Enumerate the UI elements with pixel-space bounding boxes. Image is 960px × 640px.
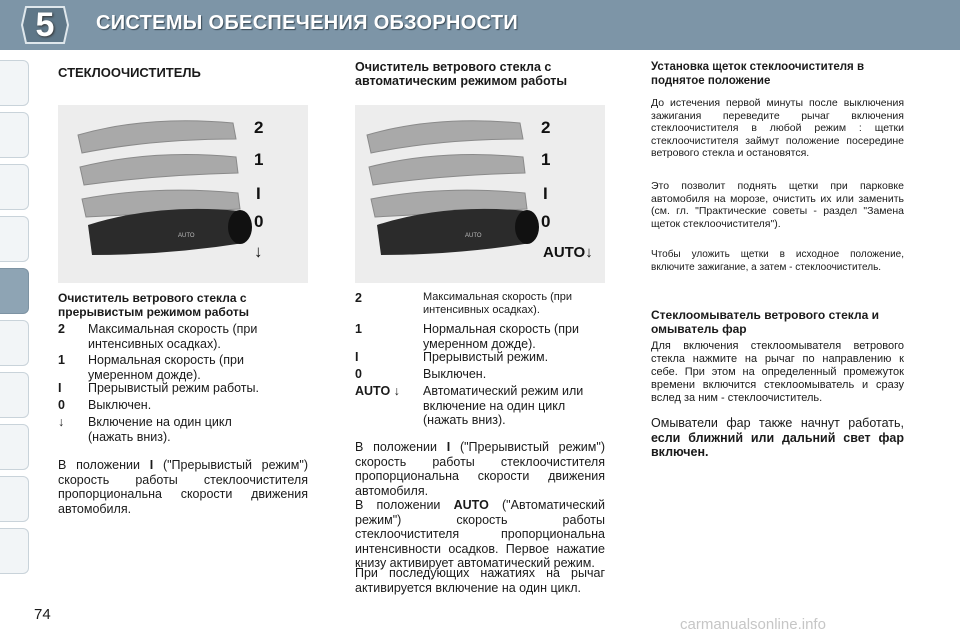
stalk2-label-i: I [543,184,548,203]
auto-wiper-heading: Очиститель ветрового стекла с автоматическим режимом работы [355,60,568,88]
chapter-tab-2[interactable] [0,112,29,158]
watermark: carmanualsonline.info [680,616,826,633]
mode-text: Прерывистый режим работы. [88,381,259,395]
stalk-label-down: ↓ [254,242,263,261]
chapter-tab-4[interactable] [0,216,29,262]
mode-item [58,322,308,352]
mode-text: Максимальная скорость (при интенсивных осадках). [88,322,258,351]
mode-text: Выключен. [423,367,487,381]
chapter-tab-1[interactable] [0,60,29,106]
washer-paragraph-2: Омыватели фар также начнут работать, если ближний или дальний свет фар включен. [651,416,904,459]
mode-text: Нормальная скорость (при умеренном дожде). [423,322,579,351]
mode-item [58,415,308,445]
chapter-tabs [0,60,30,580]
chapter-tab-8[interactable] [0,424,29,470]
mode-key: 2 [58,322,65,336]
washer-paragraph-1: Для включения стеклоомывателя ветрового стекла нажмите на рычаг по направлению к себе. При этом на определенный промежуток времени включится стеклоомыватель и сразу вслед за ним - стеклоочиститель. [651,340,904,404]
stalk2-label-0: 0 [541,212,551,231]
raise-wipers-paragraph-3: Чтобы уложить щетки в исходное положение, включите зажигание, а затем - стеклоочиститель. [651,249,904,273]
mode-key: 0 [355,367,362,381]
mode-item [355,350,605,366]
wiper-stalk-image-2 [355,105,605,283]
raise-wipers-paragraph-2: Это позволит поднять щетки при парковке автомобиля на морозе, очистить их или заменить (см. гл. "Практические советы - раздел "Замена щеток стеклоочистителя"). [651,180,904,230]
stalk-label-0: 0 [254,212,264,231]
chapter-title: СИСТЕМЫ ОБЕСПЕЧЕНИЯ ОБЗОРНОСТИ [96,12,519,34]
mode-text: Выключен. [88,398,152,412]
stalk2-label-auto: AUTO↓ [543,244,593,261]
mode-item [355,291,605,321]
mode-key: 0 [58,398,65,412]
mode-key: AUTO ↓ [355,384,400,398]
mode-item [355,322,605,352]
stalk-label-2: 2 [254,118,264,137]
chapter-header [0,0,960,50]
auto-paragraph-2: В положении AUTO ("Автоматический режим") скорость работы стеклоочистителя пропорциональна интенсивности осадков. Первое нажатие книзу активирует автоматический режим. [355,498,605,570]
wiper-stalk-image-1 [58,105,308,283]
mode-item [58,381,308,397]
wiper-stalk-illustration-2 [355,105,605,283]
auto-paragraph-3: При последующих нажатиях на рычаг активируется включение на один цикл. [355,566,605,595]
svg-text:AUTO: AUTO [465,233,482,239]
wiper-stalk-illustration-1 [58,105,308,283]
mode-text: Автоматический режим или включение на один цикл (нажать вниз). [423,384,584,427]
mode-item [355,367,605,383]
intermittent-paragraph: В положении I ("Прерывистый режим") скорость работы стеклоочистителя пропорциональна скорости движения автомобиля. [58,458,308,516]
stalk-label-1: 1 [254,150,264,169]
mode-item [58,353,308,383]
mode-key: I [58,381,62,395]
intermittent-subheading: Очиститель ветрового стекла с прерывистым режимом работы [58,291,249,319]
chapter-tab-10[interactable] [0,528,29,574]
mode-key: I [355,350,359,364]
chapter-tab-7[interactable] [0,372,29,418]
mode-text: Включение на один цикл (нажать вниз). [88,415,232,444]
auto-paragraph-1: В положении I ("Прерывистый режим") скорость работы стеклоочистителя пропорциональна скорости движения автомобиля. [355,440,605,498]
mode-key: 1 [58,353,65,367]
stalk2-label-1: 1 [541,150,551,169]
section-title: СТЕКЛООЧИСТИТЕЛЬ [58,65,201,80]
mode-item [58,398,308,414]
mode-item [355,384,605,428]
stalk2-label-2: 2 [541,118,551,137]
washer-heading: Стеклоомыватель ветрового стекла и омыватель фар [651,308,879,336]
svg-text:AUTO: AUTO [178,233,195,239]
chapter-number: 5 [35,6,55,44]
stalk-label-i: I [256,184,261,203]
raise-wipers-paragraph-1: До истечения первой минуты после выключения зажигания переведите рычаг включения стеклоочистителя в любой режим : щетки стеклоочистителя займут положение посередине ветрового стекла и остановятся. [651,97,904,159]
mode-key: ↓ [58,415,65,429]
mode-text: Прерывистый режим. [423,350,549,364]
mode-text: Нормальная скорость (при умеренном дожде). [88,353,244,382]
chapter-tab-6[interactable] [0,320,29,366]
chapter-badge [20,5,70,45]
page-number: 74 [34,606,51,623]
chapter-tab-3[interactable] [0,164,29,210]
mode-key: 1 [355,322,362,336]
mode-text: Максимальная скорость (при интенсивных осадках). [423,291,573,316]
chapter-tab-5-active[interactable] [0,268,29,314]
mode-key: 2 [355,291,362,305]
raise-wipers-heading: Установка щеток стеклоочистителя в поднятое положение [651,61,865,87]
chapter-tab-9[interactable] [0,476,29,522]
